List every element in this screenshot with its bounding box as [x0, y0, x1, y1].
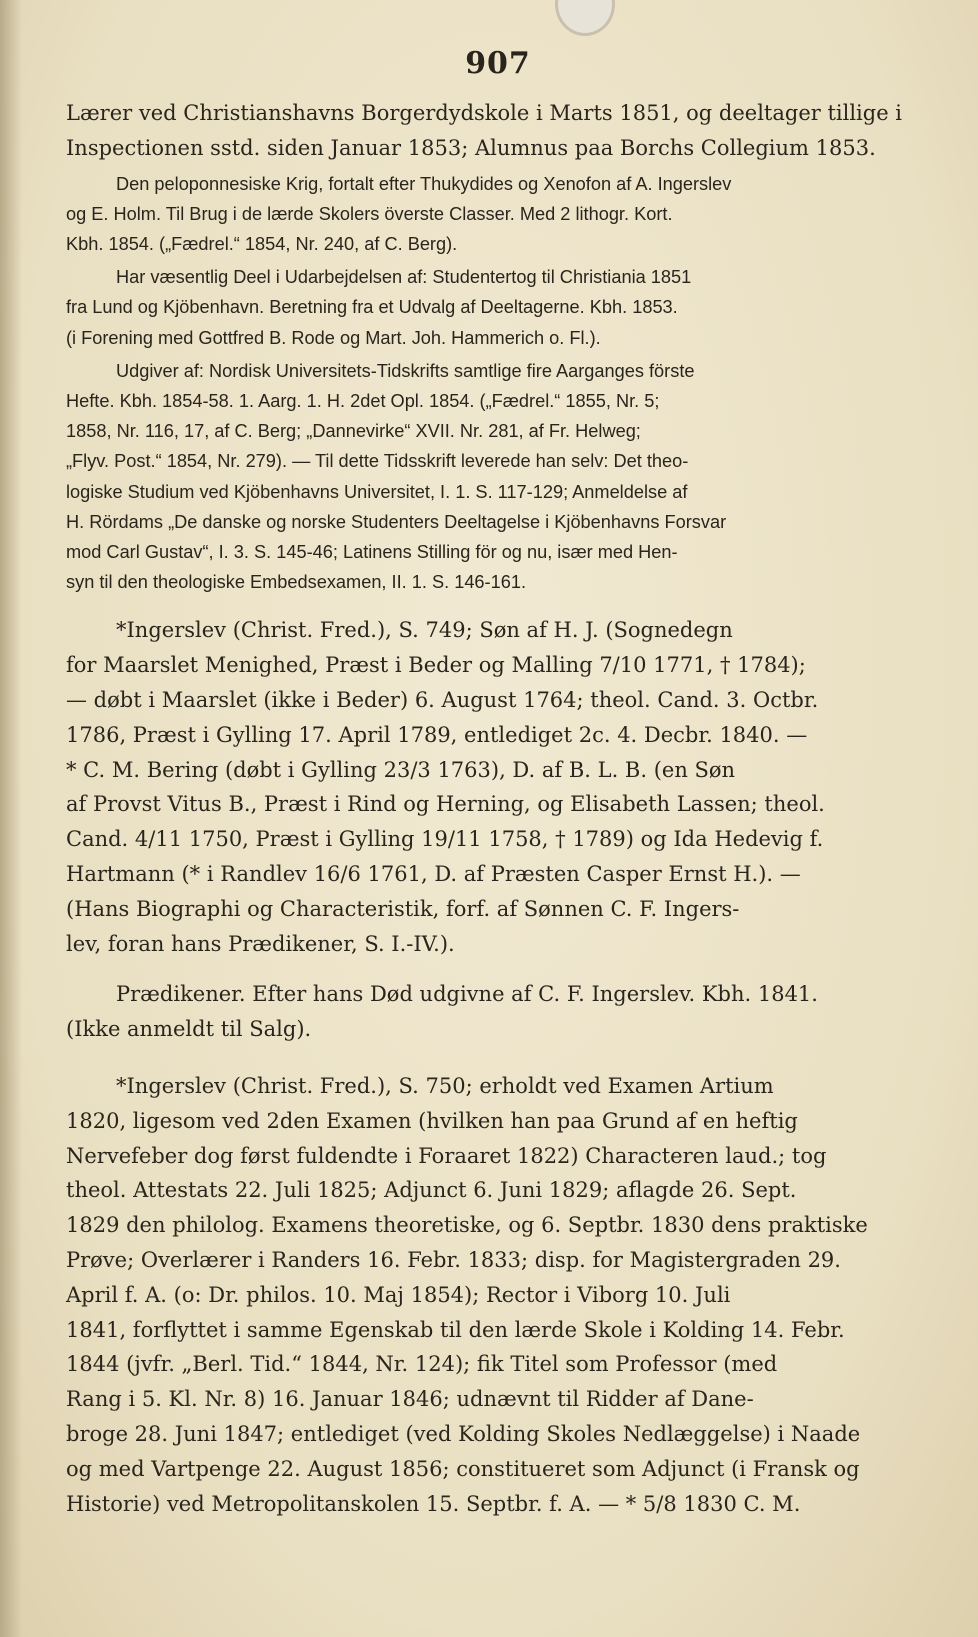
text-line: 1829 den philolog. Examens theoretiske, og 6. Septbr. 1830 dens praktiske [66, 1213, 868, 1238]
text-line: og E. Holm. Til Brug i de lærde Skolers överste Classer. Med 2 lithogr. Kort. [66, 203, 673, 224]
binding-shadow [0, 0, 22, 1637]
text-line: Inspectionen sstd. siden Januar 1853; Alumnus paa Borchs Collegium 1853. [66, 135, 876, 160]
text-line: og med Vartpenge 22. August 1856; constitueret som Adjunct (i Fransk og [66, 1456, 860, 1481]
text-line: Prædikener. Efter hans Død udgivne af C. F. Ingerslev. Kbh. 1841. [116, 982, 818, 1007]
text-line: (Hans Biographi og Characteristik, forf. af Sønnen C. F. Ingers- [66, 896, 740, 921]
text-line: Hartmann (* i Randlev 16/6 1761, D. af Præsten Casper Ernst H.). — [66, 862, 801, 887]
paragraph-gap [66, 1047, 930, 1069]
paragraph-gap [66, 597, 930, 613]
text-line: (Ikke anmeldt til Salg). [66, 1017, 312, 1042]
text-line: af Provst Vitus B., Præst i Rind og Herning, og Elisabeth Lassen; theol. [66, 792, 825, 817]
text-line: syn til den theologiske Embedsexamen, II. 1. S. 146-161. [66, 572, 527, 593]
text-line: — døbt i Maarslet (ikke i Beder) 6. August 1764; theol. Cand. 3. Octbr. [66, 688, 819, 713]
text-body [66, 96, 930, 1521]
text-line: 1858, Nr. 116, 17, af C. Berg; „Dannevirke“ XVII. Nr. 281, af Fr. Helweg; [66, 421, 641, 442]
text-line: Den peloponnesiske Krig, fortalt efter Thukydides og Xenofon af A. Ingerslev [116, 173, 732, 194]
text-line: H. Rördams „De danske og norske Studenters Deeltagelse i Kjöbenhavns Forsvar [66, 511, 727, 532]
text-line: Historie) ved Metropolitanskolen 15. Septbr. f. A. — * 5/8 1830 C. M. [66, 1491, 801, 1516]
text-line: „Flyv. Post.“ 1854, Nr. 279). — Til dette Tidsskrift leverede han selv: Det theo- [66, 451, 689, 472]
text-line: lev, foran hans Prædikener, S. I.-IV.). [66, 931, 455, 956]
text-line: Har væsentlig Deel i Udarbejdelsen af: Studentertog til Christiania 1851 [116, 267, 692, 288]
text-line: theol. Attestats 22. Juli 1825; Adjunct 6. Juni 1829; aflagde 26. Sept. [66, 1178, 797, 1203]
text-line: 1786, Præst i Gylling 17. April 1789, entlediget 2c. 4. Decbr. 1840. — [66, 722, 808, 747]
text-line: for Maarslet Menighed, Præst i Beder og Malling 7/10 1771, † 1784); [66, 653, 806, 678]
text-line: Hefte. Kbh. 1854-58. 1. Aarg. 1. H. 2det Opl. 1854. („Fædrel.“ 1855, Nr. 5; [66, 391, 660, 412]
text-line: broge 28. Juni 1847; entlediget (ved Kolding Skoles Nedlæggelse) i Naade [66, 1421, 861, 1446]
text-line: 1820, ligesom ved 2den Examen (hvilken han paa Grund af en heftig [66, 1108, 798, 1133]
text-line: Kbh. 1854. („Fædrel.“ 1854, Nr. 240, af C. Berg). [66, 234, 458, 254]
text-line: April f. A. (o: Dr. philos. 10. Maj 1854); Rector i Viborg 10. Juli [66, 1282, 731, 1307]
text-line: *Ingerslev (Christ. Fred.), S. 749; Søn af H. J. (Sognedegn [116, 618, 733, 643]
page-number: 907 [465, 46, 531, 81]
paragraph-p3 [66, 262, 930, 353]
paragraph-p2 [66, 169, 930, 260]
text-line: Nervefeber dog først fuldendte i Foraaret 1822) Characteren laud.; tog [66, 1143, 827, 1168]
text-line: logiske Studium ved Kjöbenhavns Universitet, I. 1. S. 117-129; Anmeldelse af [66, 481, 688, 502]
text-line: *Ingerslev (Christ. Fred.), S. 750; erholdt ved Examen Artium [116, 1074, 774, 1098]
text-line: 1841, forflyttet i samme Egenskab til den lærde Skole i Kolding 14. Febr. [66, 1317, 845, 1342]
text-line: mod Carl Gustav“, I. 3. S. 145-46; Latinens Stilling för og nu, især med Hen- [66, 542, 678, 563]
text-line: Cand. 4/11 1750, Præst i Gylling 19/11 1758, † 1789) og Ida Hedevig f. [66, 827, 824, 852]
text-line: * C. M. Bering (døbt i Gylling 23/3 1763), D. af B. L. B. (en Søn [66, 757, 736, 782]
paragraph-p5 [66, 613, 930, 961]
text-line: Lærer ved Christianshavns Borgerdydskole i Marts 1851, og deeltager tillige i [66, 101, 903, 125]
text-line: 1844 (jvfr. „Berl. Tid.“ 1844, Nr. 124); fik Titel som Professor (med [66, 1352, 778, 1377]
paragraph-p1 [66, 96, 930, 166]
text-line: Rang i 5. Kl. Nr. 8) 16. Januar 1846; udnævnt til Ridder af Dane- [66, 1387, 754, 1412]
text-line: Prøve; Overlærer i Randers 16. Febr. 1833; disp. for Magistergraden 29. [66, 1247, 841, 1272]
text-line: (i Forening med Gottfred B. Rode og Mart. Joh. Hammerich o. Fl.). [66, 327, 601, 348]
text-line: Udgiver af: Nordisk Universitets-Tidskrifts samtlige fire Aarganges förste [116, 360, 695, 381]
text-line: fra Lund og Kjöbenhavn. Beretning fra et Udvalg af Deeltagerne. Kbh. 1853. [66, 297, 678, 318]
paragraph-p4 [66, 356, 930, 598]
paragraph-p6 [66, 977, 930, 1047]
paragraph-gap [66, 961, 930, 977]
paragraph-p7 [66, 1069, 930, 1521]
